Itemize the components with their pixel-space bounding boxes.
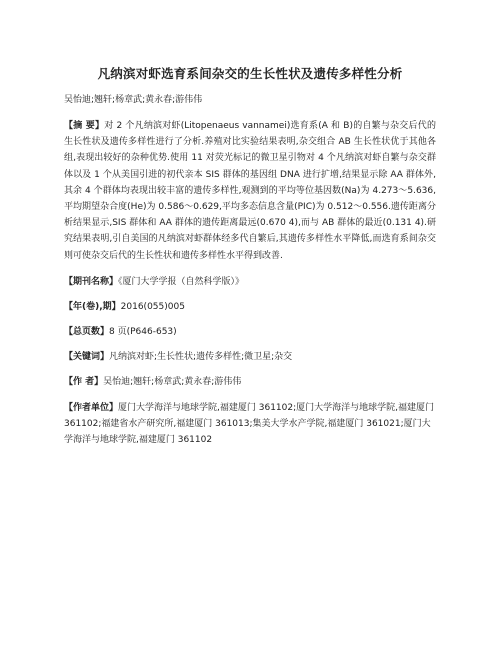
affiliation-value: 厦门大学海洋与地球学院,福建厦门 361102;厦门大学海洋与地球学院,福建厦门 361102;福建省水产研究所,福建厦门 361013;集美大学水产学院,福建厦门 361021;厦门大学海洋与地球学院,福建厦门 361102 <box>64 402 434 445</box>
document-title: 凡纳滨对虾选育系间杂交的生长性状及遗传多样性分析 <box>97 66 403 81</box>
journal-row <box>64 275 436 289</box>
keywords-row <box>64 350 436 364</box>
pages-value: 8 页(P646-653) <box>109 326 177 337</box>
abstract-label: 【摘 要】 <box>64 121 105 131</box>
affiliation-row <box>64 400 436 448</box>
affiliation-label: 【作者单位】 <box>64 402 119 413</box>
pages-label: 【总页数】 <box>64 326 110 337</box>
year-value: 2016(055)005 <box>120 301 185 312</box>
author-value: 吴怡迪;翘轩;杨章武;黄永春;游伟伟 <box>103 376 242 387</box>
journal-label: 【期刊名称】 <box>64 276 119 287</box>
year-label: 【年(卷),期】 <box>64 301 121 312</box>
year-row <box>64 300 436 314</box>
abstract-text: 对 2 个凡纳滨对虾(Litopenaeus vannamei)选育系(A 和 B)的自繁与杂交后代的生长性状及遗传多样性进行了分析.养殖对比实验结果表明,杂交组合 AB 生长性状优于其他各组,表现出较好的杂种优势.使用 11 对荧光标记的微卫星引物对 4 个凡纳滨对虾自繁与杂交群体以及 1 个从美国引进的初代亲本 SIS 群体的基因组 DNA 进行扩增,结果显示除 AA 群体外,其余 4 个群体均表现出较丰富的遗传多样性,观测到的平均等位基因数(Na)为 4.273～5.636,平均期望杂合度(He)为 0.586～0.629,平均多态信息含量(PIC)为 0.512～0.556.遗传距离分析结果显示,SIS 群体和 AA 群体的遗传距离最远(0.670 4),而与 AB 群体的最近(0.131 4).研究结果表明,引自美国的凡纳滨对虾群体经多代自繁后,其遗传多样性水平降低,而选育系间杂交则可使杂交后代的生长性状和遗传多样性水平得到改善. <box>64 121 436 261</box>
journal-value: 《厦门大学学报（自然科学版）》 <box>118 276 245 287</box>
keywords-label: 【关键词】 <box>64 351 110 362</box>
abstract-section <box>64 118 436 264</box>
author-row <box>64 375 436 389</box>
authors-line: 吴怡迪;翘轩;杨章武;黄永春;游伟伟 <box>64 95 203 105</box>
keywords-value: 凡纳滨对虾;生长性状;遗传多样性;微卫星;杂交 <box>109 351 293 362</box>
author-label: 【作 者】 <box>64 376 104 387</box>
pages-row <box>64 325 436 339</box>
